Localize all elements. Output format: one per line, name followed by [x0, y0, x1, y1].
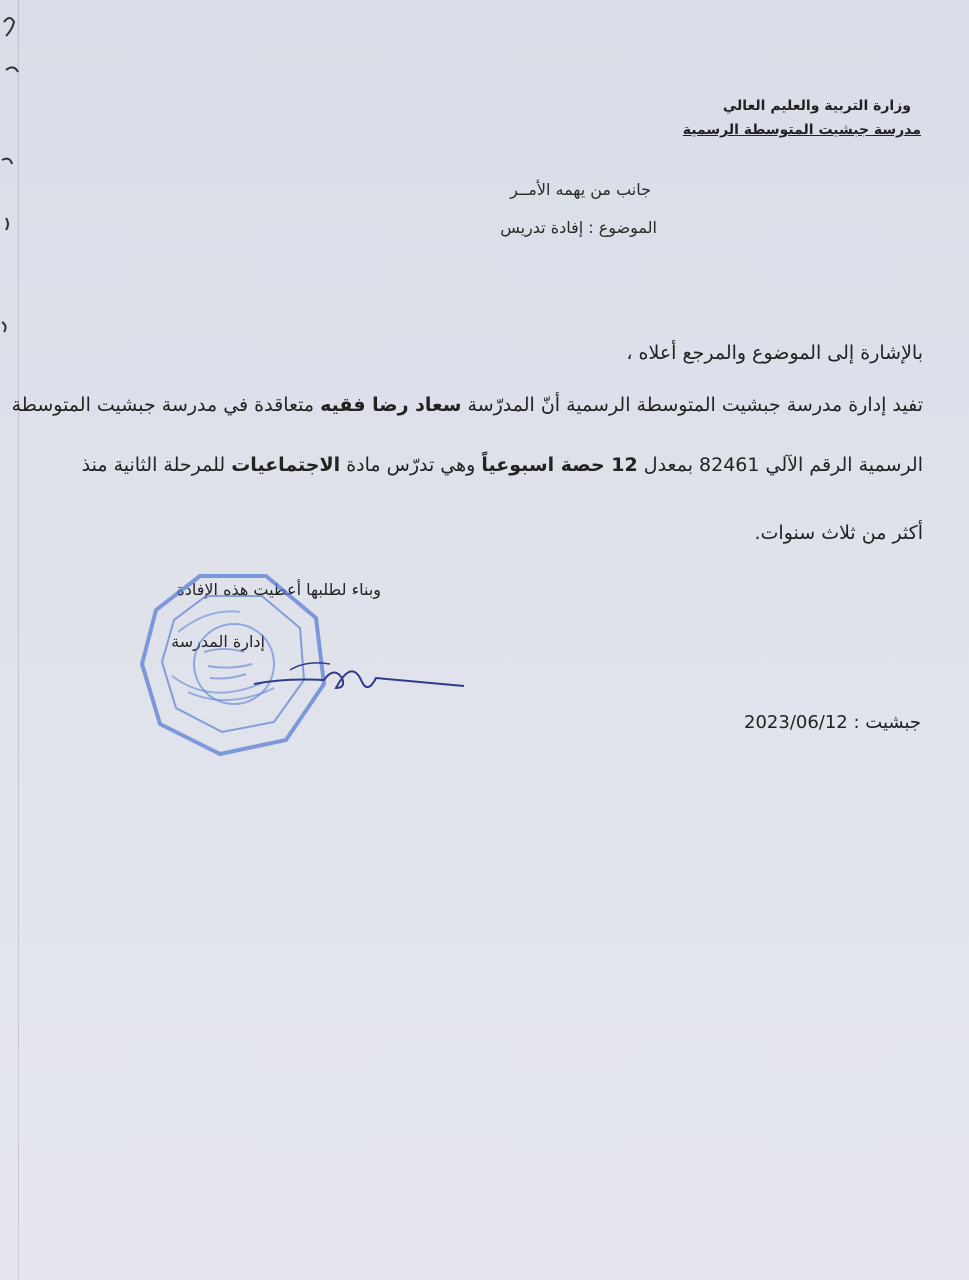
body-line-2-end: متعاقدة في مدرسة جبشيت المتوسطة: [11, 394, 321, 416]
teacher-name: سعاد رضا فقيه: [320, 394, 462, 416]
closing-line: وبناء لطلبها أعطيت هذه الإفادة: [176, 580, 381, 599]
subject-line: الموضوع : إفادة تدريس: [500, 218, 657, 237]
signatory-title: إدارة المدرسة: [171, 632, 265, 651]
issue-date: جبشيت : 2023/06/12: [744, 712, 921, 733]
signature: [250, 640, 465, 710]
body-line-4: أكثر من ثلاث سنوات.: [754, 522, 923, 544]
body-line-3-middle: وهي تدرّس مادة: [340, 454, 482, 476]
body-line-3-start: الرسمية الرقم الآلي 82461 بمعدل: [637, 454, 923, 476]
body-line-3-end: للمرحلة الثانية منذ: [81, 454, 232, 476]
body-line-1: بالإشارة إلى الموضوع والمرجع أعلاه ،: [626, 342, 923, 364]
body-line-2: [12, 394, 923, 416]
taught-subject: الاجتماعيات: [231, 454, 341, 476]
school-name: مدرسة جبشيت المتوسطة الرسمية: [682, 122, 921, 138]
ministry-name: وزارة التربية والعليم العالي: [722, 98, 911, 114]
recipient-line: جانب من يهمه الأمــر: [510, 180, 651, 199]
body-line-3: [82, 454, 923, 476]
weekly-sessions: 12 حصة اسبوعياً: [481, 454, 638, 476]
body-line-2-start: تفيد إدارة مدرسة جبشيت المتوسطة الرسمية أنّ المدرّسة: [461, 394, 923, 416]
edge-ink-marks: [0, 0, 30, 340]
